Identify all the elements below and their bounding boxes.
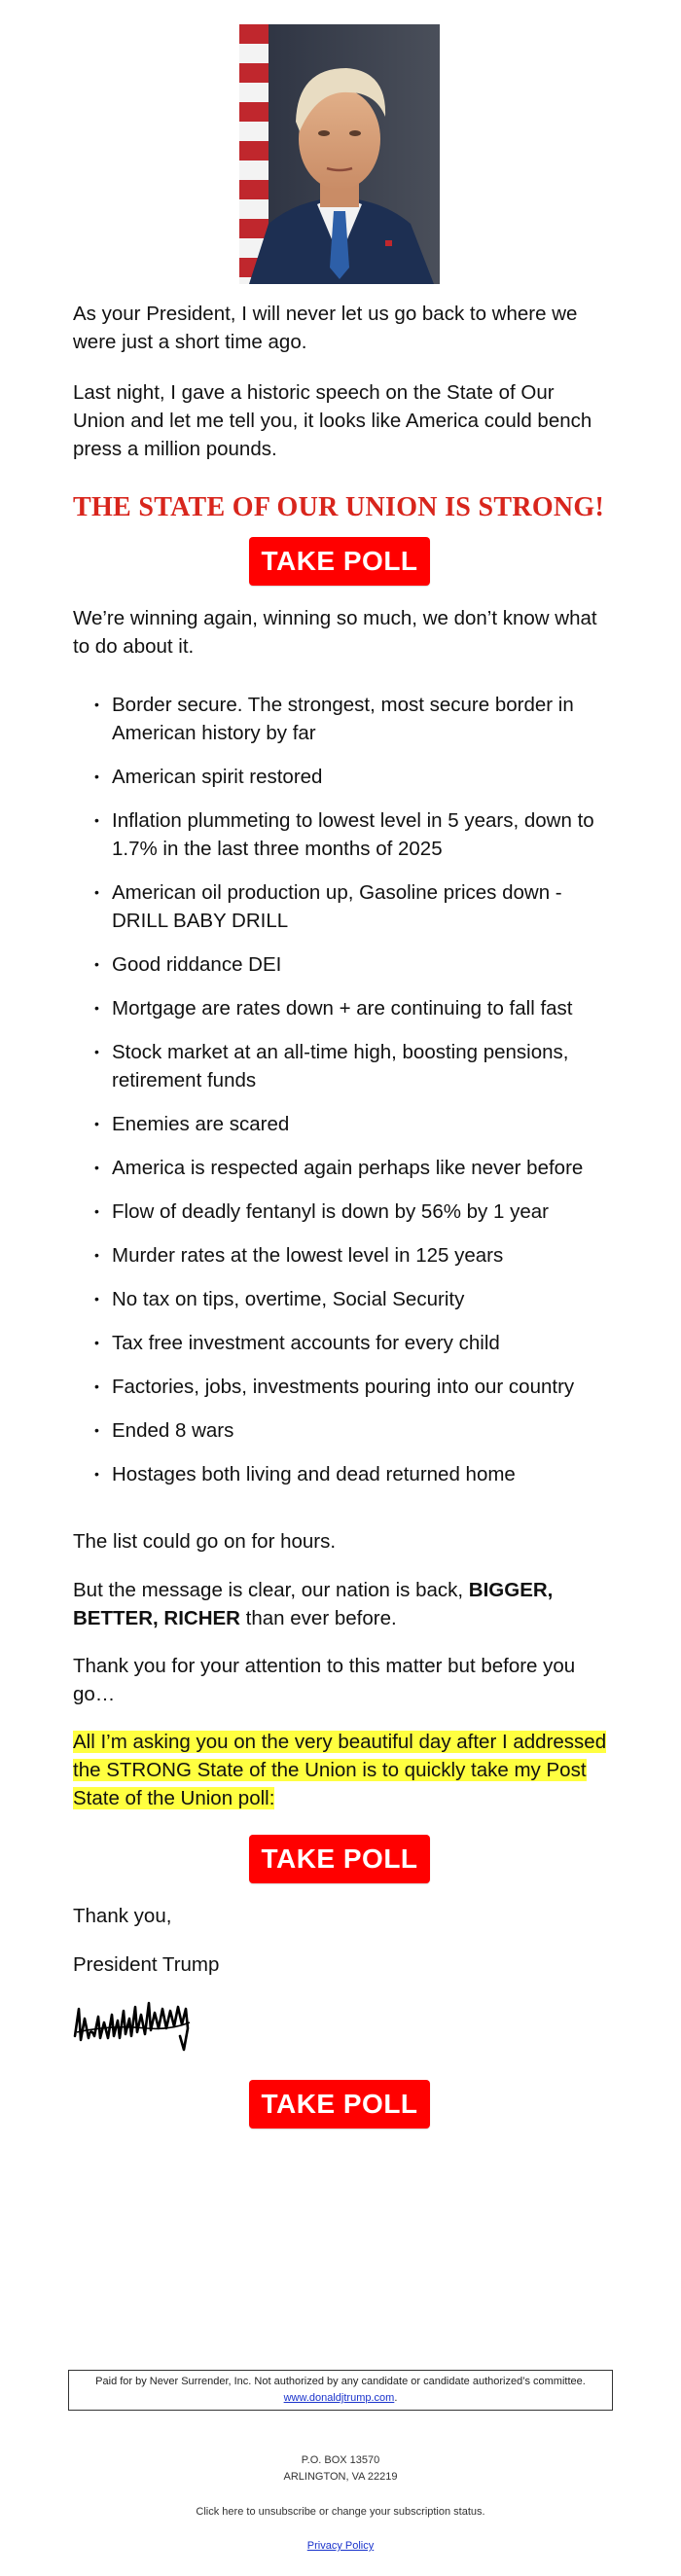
intro-paragraph-2: Last night, I gave a historic speech on the State of Our Union and let me tell you, it looks like America could bench press a million pounds. — [73, 381, 592, 460]
take-poll-button-2[interactable]: TAKE POLL — [249, 1835, 430, 1883]
list-item: • American spirit restored — [73, 763, 618, 791]
list-item: • Inflation plummeting to lowest level in 5 years, down to 1.7% in the last three months of 2025 — [73, 806, 618, 863]
achievements-list — [73, 691, 618, 1504]
highlight-paragraph — [73, 1728, 610, 1812]
list-item: • No tax on tips, overtime, Social Security — [73, 1285, 618, 1313]
website-link[interactable]: www.donaldjtrump.com — [283, 2392, 395, 2404]
signature — [73, 1989, 195, 2059]
footer-disclaimer-box — [68, 2370, 613, 2411]
unsubscribe-link[interactable]: Click here to unsubscribe or change your subscription status. — [196, 2506, 485, 2518]
winning-paragraph: We’re winning again, winning so much, we don’t know what to do about it. — [73, 607, 597, 658]
list-item: • Murder rates at the lowest level in 125 years — [73, 1241, 618, 1270]
message-suffix: than ever before. — [239, 1607, 397, 1629]
list-item: • Mortgage are rates down + are continuing to fall fast — [73, 994, 618, 1022]
highlighted-text: All I’m asking you on the very beautiful day after I addressed the STRONG State of the Union is to quickly take my Post State of the Union poll: — [73, 1731, 607, 1809]
website-period: . — [394, 2392, 398, 2404]
privacy-policy-link[interactable]: Privacy Policy — [306, 2540, 375, 2552]
president-portrait — [239, 24, 440, 284]
list-item: • Enemies are scared — [73, 1110, 618, 1138]
list-note: The list could go on for hours. — [73, 1530, 337, 1553]
take-poll-button-1[interactable]: TAKE POLL — [249, 537, 430, 586]
po-box: P.O. BOX 13570 — [301, 2454, 380, 2466]
list-item: • America is respected again perhaps like never before — [73, 1154, 618, 1182]
list-item: • Stock market at an all-time high, boosting pensions, retirement funds — [73, 1038, 618, 1094]
message-paragraph — [73, 1576, 610, 1632]
thank-you-text: Thank you, — [73, 1905, 172, 1927]
list-item: • Ended 8 wars — [73, 1416, 618, 1445]
list-item: • Hostages both living and dead returned home — [73, 1460, 618, 1488]
list-item: • Flow of deadly fentanyl is down by 56% by 1 year — [73, 1198, 618, 1226]
paid-for-text: Paid for by Never Surrender, Inc. Not authorized by any candidate or candidate authorized’s committee. — [95, 2376, 586, 2387]
list-item: • Tax free investment accounts for every child — [73, 1329, 618, 1357]
website-line — [69, 2390, 612, 2407]
intro-paragraph-1: As your President, I will never let us go back to where we were just a short time ago. — [73, 303, 578, 353]
list-item: • American oil production up, Gasoline prices down - DRILL BABY DRILL — [73, 878, 618, 935]
list-item: • Good riddance DEI — [73, 950, 618, 979]
city-state: ARLINGTON, VA 22219 — [283, 2471, 398, 2483]
thanks-attention-paragraph: Thank you for your attention to this matter but before you go… — [73, 1655, 576, 1705]
privacy-line — [0, 2538, 681, 2555]
headline: THE STATE OF OUR UNION IS STRONG! — [73, 492, 605, 522]
take-poll-button-3[interactable]: TAKE POLL — [249, 2080, 430, 2129]
list-item: • Border secure. The strongest, most secure border in American history by far — [73, 691, 618, 747]
message-prefix: But the message is clear, our nation is back, — [73, 1579, 469, 1601]
signoff-text: President Trump — [73, 1953, 220, 1976]
message-bold: BIGGER, BETTER, RICHER — [73, 1579, 554, 1629]
list-item: • Factories, jobs, investments pouring into our country — [73, 1373, 618, 1401]
